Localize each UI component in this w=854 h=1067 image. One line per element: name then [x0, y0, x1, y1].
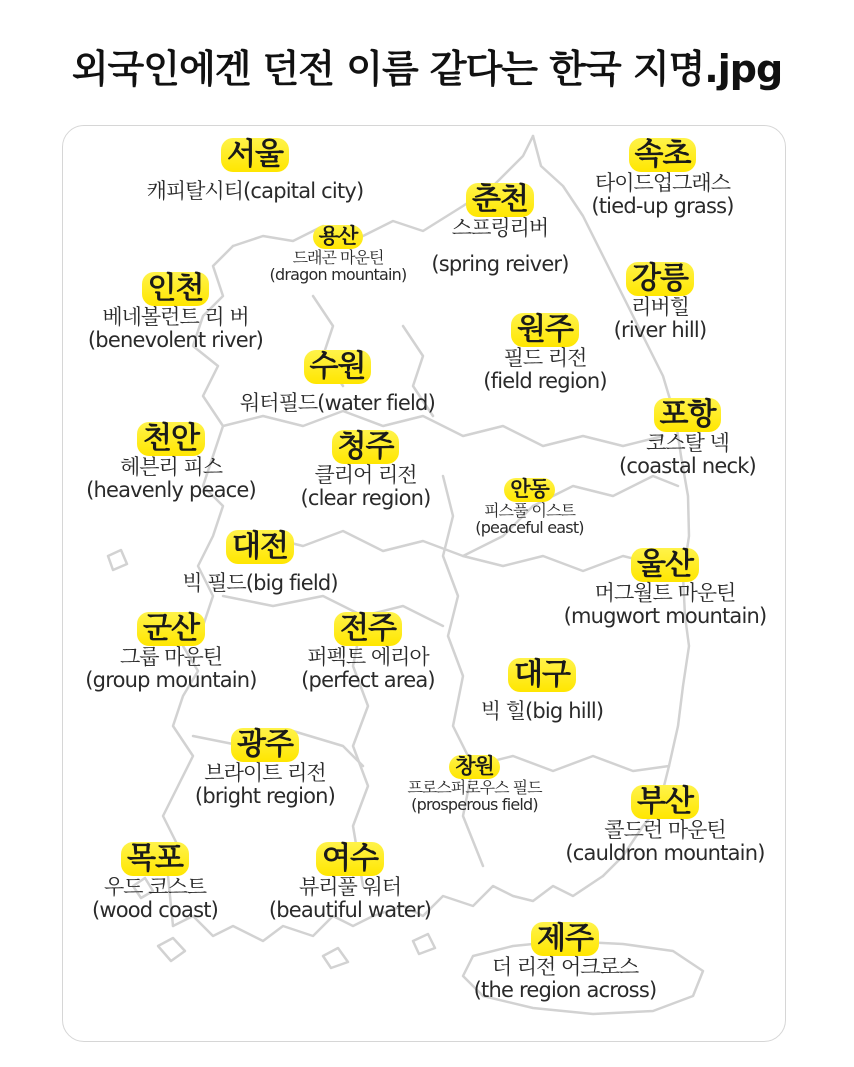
city-english-meaning: (river hill): [613, 318, 707, 343]
city-korean-reading: 퍼펙트 에리아: [307, 644, 429, 669]
city-name: 용산: [313, 225, 364, 249]
city-name: 서울: [221, 138, 289, 172]
city-korean-reading: 워터필드: [240, 390, 318, 415]
city-gunsan: [66, 612, 276, 693]
city-yeosu: [250, 842, 450, 923]
city-name: 천안: [137, 422, 205, 456]
city-name: 춘천: [466, 183, 534, 217]
city-english-meaning: (tied-up grass): [591, 194, 734, 219]
city-andong: [452, 478, 607, 537]
city-ulsan: [540, 548, 790, 629]
city-korean-reading: 리버힐: [631, 294, 689, 319]
city-english-meaning: (group mountain): [85, 668, 257, 693]
city-jeju: [445, 922, 685, 1003]
city-korean-reading: 헤븐리 피스: [119, 454, 223, 479]
city-name: 창원: [449, 755, 500, 779]
city-korean-reading: 우드 코스트: [103, 874, 207, 899]
city-jeonju: [283, 612, 453, 693]
city-name: 제주: [531, 922, 599, 956]
city-korean-reading: 코스탈 넥: [646, 430, 729, 455]
city-seoul: [120, 138, 390, 205]
city-english-meaning: (mugwort mountain): [563, 604, 767, 629]
city-korean-reading: 뷰리풀 워터: [298, 874, 402, 899]
city-mokpo: [75, 842, 235, 923]
city-name: 울산: [631, 548, 699, 582]
city-wonju: [465, 313, 625, 394]
city-english-meaning: (prosperous field): [411, 795, 538, 815]
city-english-meaning: (dragon mountain): [269, 265, 407, 285]
city-english-meaning: (heavenly peace): [86, 478, 256, 503]
city-english-meaning: (coastal neck): [619, 454, 756, 479]
city-korean-reading: 그룹 마운틴: [119, 644, 223, 669]
city-chuncheon: [430, 183, 570, 240]
city-name: 포항: [654, 398, 722, 432]
city-korean-reading: 프로스퍼로우스 필드: [407, 777, 542, 797]
city-english-meaning: (wood coast): [91, 898, 219, 923]
city-name: 부산: [631, 785, 699, 819]
city-korean-reading: 빅 힐: [480, 698, 525, 723]
city-name: 원주: [511, 313, 579, 347]
city-korean-reading: 더 리전 어크로스: [491, 954, 639, 979]
page-title: 외국인에겐 던전 이름 같다는 한국 지명.jpg: [71, 47, 783, 91]
city-name: 여수: [316, 842, 384, 876]
city-daejeon: [160, 530, 360, 597]
city-name: 속초: [629, 138, 697, 172]
city-korean-reading: 콜드런 마운틴: [604, 817, 726, 842]
city-cheongju: [283, 430, 448, 511]
city-busan: [545, 785, 785, 866]
city-incheon: [68, 272, 283, 353]
city-suwon: [215, 350, 460, 417]
city-english-meaning: (field region): [483, 369, 607, 394]
city-name: 대전: [226, 530, 294, 564]
city-english-meaning: (capital city): [243, 178, 364, 203]
city-name: 목포: [121, 842, 189, 876]
city-english-meaning: (big field): [245, 570, 338, 595]
city-english-meaning: (benevolent river): [87, 328, 264, 353]
city-pohang: [600, 398, 775, 479]
city-daegu: [462, 658, 622, 725]
city-english-meaning: (big hill): [524, 698, 604, 723]
city-sokcho: [570, 138, 755, 219]
city-name: 군산: [137, 612, 205, 646]
city-korean-reading: 머그월트 마운틴: [594, 580, 736, 605]
city-chuncheon-en: [415, 253, 585, 277]
city-english-meaning: (cauldron mountain): [565, 841, 765, 866]
city-name: 전주: [334, 612, 402, 646]
city-english-meaning: (beautiful water): [268, 898, 432, 923]
city-korean-reading: 클리어 리전: [314, 462, 417, 487]
city-english-meaning: (clear region): [300, 486, 431, 511]
city-korean-reading: 베네볼런트 리 버: [102, 304, 249, 329]
city-name: 대구: [508, 658, 576, 692]
city-korean-reading: 타이드업그래스: [594, 170, 730, 195]
city-name: 안동: [504, 478, 555, 502]
city-gwangju: [175, 728, 355, 809]
city-english-meaning: (the region across): [473, 978, 657, 1003]
city-name: 인천: [142, 272, 210, 306]
city-korean-reading: 빅 필드: [182, 570, 246, 595]
city-name: 광주: [231, 728, 299, 762]
city-cheonan: [66, 422, 276, 503]
city-changwon: [382, 755, 567, 814]
city-korean-reading: 스프링리버: [451, 215, 549, 240]
city-korean-reading: 드래곤 마운틴: [292, 247, 384, 267]
city-korean-reading: 필드 리전: [503, 345, 587, 370]
city-name: 청주: [332, 430, 400, 464]
city-english-meaning: (water field): [317, 390, 435, 415]
city-english-meaning: (bright region): [194, 784, 336, 809]
city-english-meaning: (spring reiver): [431, 252, 569, 276]
city-korean-reading: 피스풀 이스트: [484, 500, 575, 520]
city-korean-reading: 브라이트 리전: [204, 760, 326, 785]
city-english-meaning: (peaceful east): [475, 518, 584, 538]
city-name: 수원: [304, 350, 372, 384]
city-korean-reading: 캐피탈시티: [146, 178, 243, 203]
city-name: 강릉: [626, 262, 694, 296]
city-english-meaning: (perfect area): [301, 668, 435, 693]
